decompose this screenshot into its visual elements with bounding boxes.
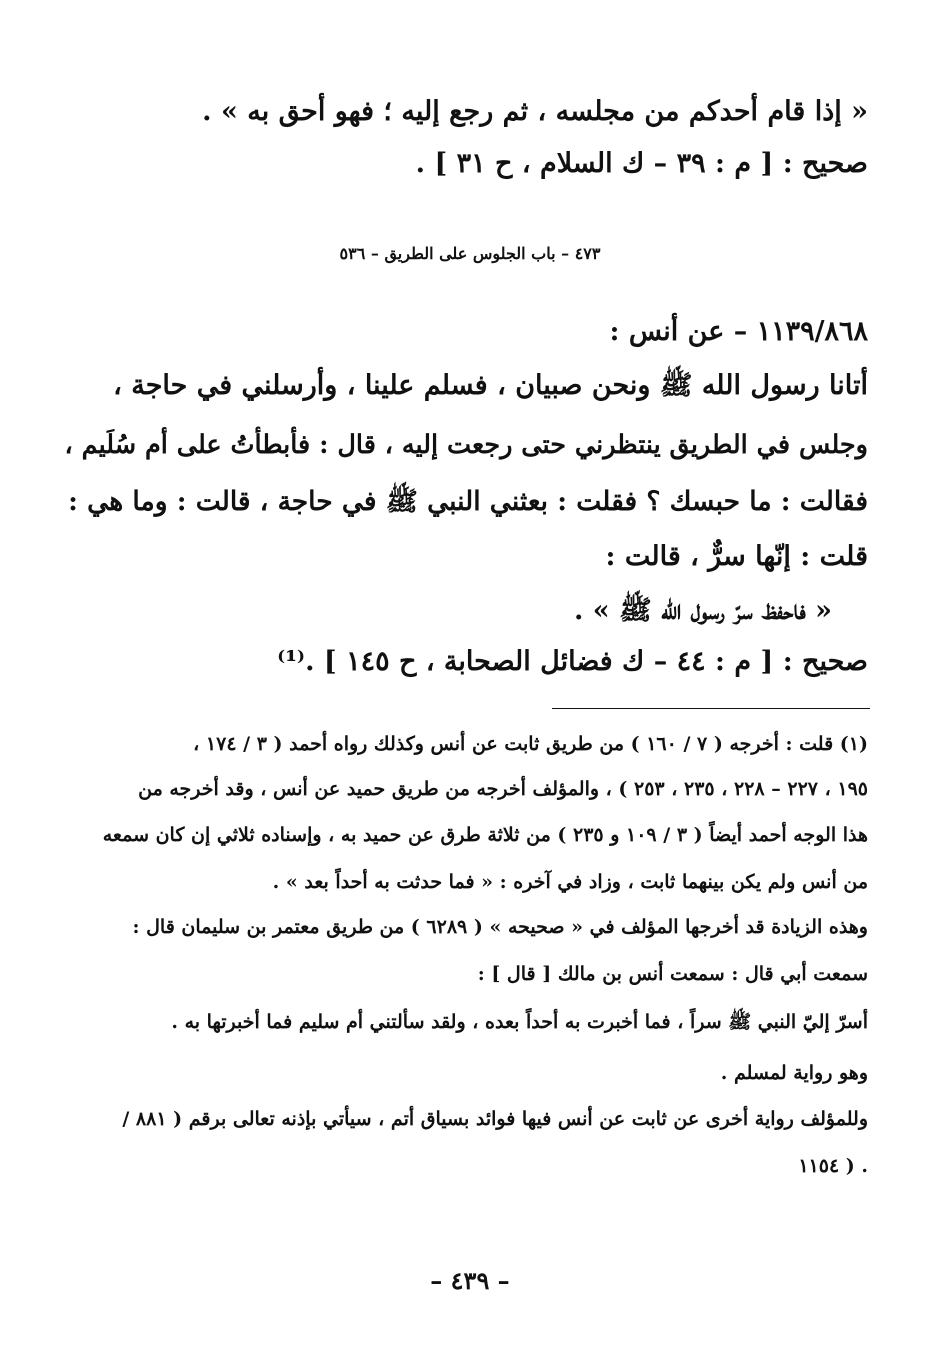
hadith-text-line: قلت : إنّها سرٌّ ، قالت : — [605, 541, 868, 572]
hadith-number: ١١٣٩/٨٦٨ – عن أنس : — [609, 316, 868, 347]
footnote-line: من أنس ولم يكن بينهما ثابت ، وزاد في آخره : « فما حدثت به أحداً بعد » . — [272, 871, 868, 893]
hadith-text-line: أتانا رسول الله ﷺ ونحن صبيان ، فسلم علينا ، وأرسلني في حاجة ، — [113, 370, 868, 401]
reference-text: [ م : ٤٤ – ك فضائل الصحابة ، ح ١٤٥ ] .⁽¹⁾ — [277, 646, 774, 677]
hadith-text-line: فقالت : ما حبسك ؟ فقلت : بعثني النبي ﷺ في حاجة ، قالت : وما هي : — [68, 486, 868, 517]
footnote-separator — [552, 708, 870, 709]
footnote-line: ١٩٥ ، ٢٢٧ – ٢٢٨ ، ٢٣٥ ، ٢٥٣ ) ، والمؤلف أخرجه من طريق حميد عن أنس ، وقد أخرجه من — [138, 778, 868, 800]
hadith-quote: « فاحفظ سرّ رسول الله ﷺ » . — [574, 595, 832, 626]
footnote-line: سمعت أبي قال : سمعت أنس بن مالك [ قال ] : — [477, 963, 868, 985]
footnote-line: أسرّ إليّ النبي ﷺ سراً ، فما أخبرت به أحداً بعده ، ولقد سألتني أم سليم فما أخبرتها به . — [171, 1011, 868, 1033]
footnote-line: (١) قلت : أخرجه ( ٧ / ١٦٠ ) من طريق ثابت عن أنس وكذلك رواه أحمد ( ٣ / ١٧٤ ، — [193, 733, 868, 755]
hadith-reference — [277, 648, 868, 675]
reference-label: صحيح : — [782, 646, 868, 677]
footnote-line: وللمؤلف رواية أخرى عن ثابت عن أنس فيها فوائد بسياق أتم ، سيأتي بإذنه تعالى برقم ( ٨٨١ / — [122, 1108, 868, 1130]
hadith-text-line: وجلس في الطريق ينتظرني حتى رجعت إليه ، قال : فأبطأتُ على أم سُلَيم ، — [64, 430, 868, 460]
footnote-line: ١١٥٤ ) . — [798, 1155, 868, 1177]
footnote-line: وهو رواية لمسلم . — [720, 1062, 868, 1084]
reference-text: [ م : ٣٩ – ك السلام ، ح ٣١ ] . — [415, 148, 774, 179]
chapter-heading: ٤٧٣ – باب الجلوس على الطريق – ٥٣٦ — [339, 244, 601, 263]
footnote-line: وهذه الزيادة قد أخرجها المؤلف في « صحيحه » ( ٦٢٨٩ ) من طريق معتمر بن سليمان قال : — [132, 916, 868, 938]
reference-label: صحيح : — [782, 148, 868, 179]
footnote-line: هذا الوجه أحمد أيضاً ( ٣ / ١٠٩ و ٢٣٥ ) من ثلاثة طرق عن حميد به ، وإسناده ثلاثي إن كان سمعه — [102, 824, 868, 846]
prev-hadith-quote: « إذا قام أحدكم من مجلسه ، ثم رجع إليه ؛ فهو أحق به » . — [202, 96, 868, 127]
page-number: – ٤٣٩ – — [430, 1266, 510, 1295]
prev-hadith-reference — [416, 150, 868, 177]
